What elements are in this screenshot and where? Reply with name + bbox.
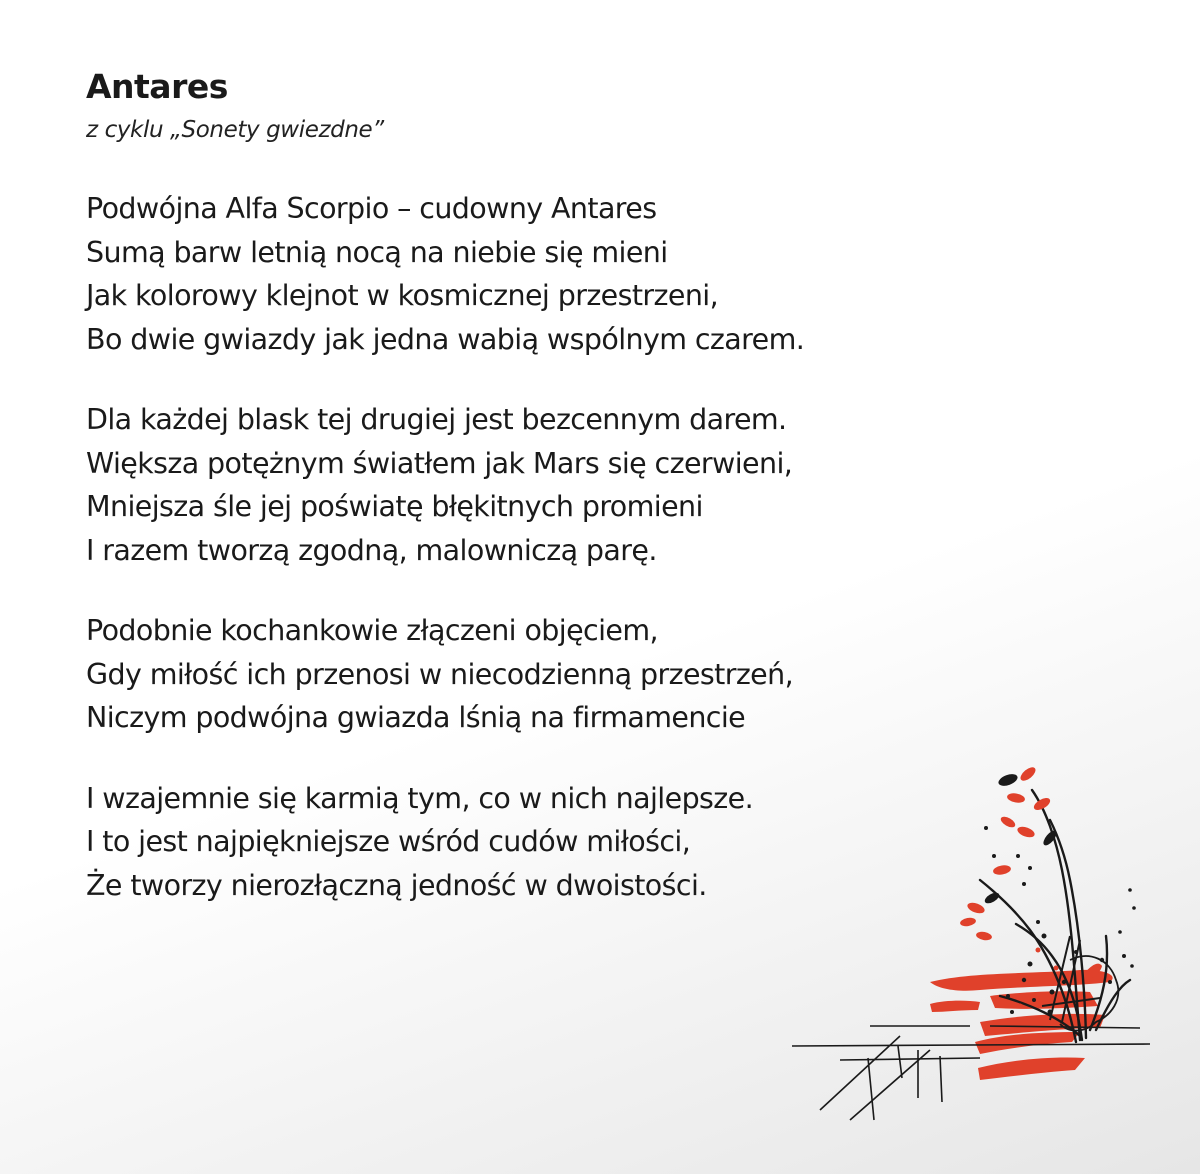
poem-line: I to jest najpiękniejsze wśród cudów miłości, [86,825,691,858]
poem-line: Podobnie kochankowie złączeni objęciem, [86,614,658,647]
poem-line: Niczym podwójna gwiazda lśnią na firmamencie [86,701,746,734]
ink-plant-illustration [780,760,1180,1150]
poem-title: Antares [86,67,228,106]
poem-line: Mniejsza śle jej poświatę błękitnych promieni [86,490,703,523]
poem-subtitle: z cyklu „Sonety gwiezdne” [86,117,384,143]
stanza-2 [86,398,986,572]
poem-line: Dla każdej blask tej drugiej jest bezcennym darem. [86,403,787,436]
poem-line: I razem tworzą zgodną, malowniczą parę. [86,533,657,567]
poem-line: Gdy miłość ich przenosi w niecodzienną przestrzeń, [86,657,794,691]
plant-leaves [959,765,1058,942]
poem-line: Jak kolorowy klejnot w kosmicznej przestrzeni, [86,279,719,312]
poem-line: Podwójna Alfa Scorpio – cudowny Antares [86,192,657,225]
poem-line: Większa potężnym światłem jak Mars się czerwieni, [86,446,793,480]
poem-line: I wzajemnie się karmią tym, co w nich najlepsze. [86,781,754,815]
stanza-3 [86,609,986,740]
ground-lines [792,1026,1150,1120]
poem-line: Że tworzy nierozłączną jedność w dwoistości. [86,868,707,902]
poem-line: Sumą barw letnią nocą na niebie się mieni [86,235,668,269]
poem-line: Bo dwie gwiazdy jak jedna wabią wspólnym czarem. [86,322,805,356]
stanza-1 [86,187,986,361]
